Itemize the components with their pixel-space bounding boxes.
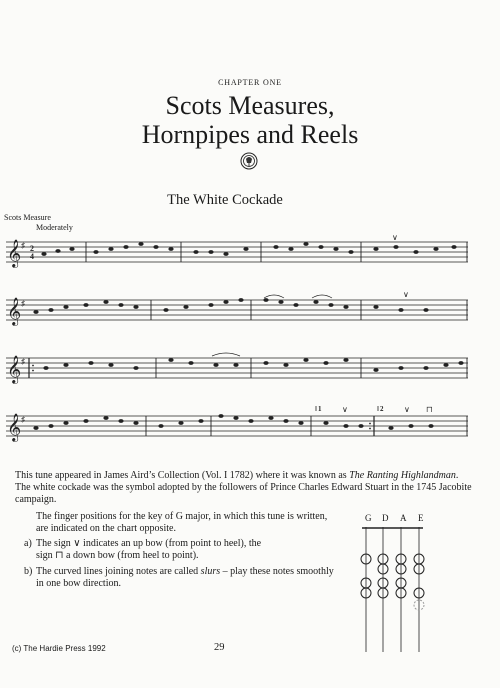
chapter-title-line-1: Scots Measures, — [165, 91, 335, 120]
chapter-title-line-2: Hornpipes and Reels — [141, 120, 359, 149]
ending-2-label: 2 — [380, 406, 384, 413]
svg-text:∨: ∨ — [392, 233, 398, 242]
tune-style: Scots Measure — [4, 213, 51, 222]
svg-text:∨: ∨ — [342, 406, 348, 414]
svg-text:2: 2 — [30, 244, 34, 253]
svg-text:∨: ∨ — [404, 406, 410, 414]
music-staff-system-3 — [6, 348, 468, 388]
ending-1-label: 1 — [318, 406, 322, 413]
music-staff-system-2 — [6, 290, 468, 330]
treble-clef-icon: 𝄞 — [7, 239, 22, 267]
svg-text:∨: ∨ — [403, 290, 409, 299]
copyright-notice: (c) The Hardie Press 1992 — [12, 644, 106, 653]
svg-text:♯: ♯ — [21, 415, 25, 424]
svg-text:♯: ♯ — [21, 299, 25, 308]
string-label-a: A — [400, 513, 407, 523]
tune-alias: The Ranting Highlandman — [349, 470, 456, 481]
svg-text:♯: ♯ — [21, 357, 25, 366]
page: CHAPTER ONE Scots Measures, Hornpipes and Reels The White Cockade Scots Measure Moderately 𝄞 ♯ 2 4 ∨ 𝄞 ♯ ∨ 𝄞 ♯ 𝄞 ♯ 1 2 ∨ ∨ ⊓ This tune appeared in James Aird’s Collection (Vol. I 1782) where it was known as The Ranting Highlandman. The white cockade was the symbol adopted by the followers of Prince Charles Edward Stuart in the 1745 Jacobite campaign. The finger positions for the key of G major, in which this tune is written, are indicated on the chart opposite. a) The sign ∨ indicates an up bow (from point to heel), the sign ⊓ a down bow (from heel to point). b) The curved lines joining notes are called slurs – play these notes smoothly in one bow direction. G D A E (c) The Hardie Press 1992 29 — [0, 0, 500, 688]
svg-text:♯: ♯ — [21, 241, 25, 250]
svg-text:𝄞: 𝄞 — [7, 355, 22, 383]
intro-paragraph: This tune appeared in James Aird’s Collection (Vol. I 1782) where it was known as The Ranting Highlandman. The white cockade was the symbol adopted by the followers of Prince Charles Edward Stuart in the 1745 Jacobite campaign. — [15, 470, 472, 505]
tempo-marking: Moderately — [36, 223, 73, 232]
svg-text:𝄞: 𝄞 — [7, 297, 22, 325]
svg-text:4: 4 — [30, 252, 34, 261]
chapter-label: CHAPTER ONE — [218, 78, 282, 87]
music-staff-system-1 — [6, 232, 468, 272]
svg-text:⊓: ⊓ — [426, 406, 433, 414]
page-number: 29 — [214, 642, 225, 653]
finger-position-chart — [360, 527, 440, 657]
thistle-emblem-icon — [240, 152, 258, 170]
string-label-g: G — [365, 513, 372, 523]
tune-title: The White Cockade — [167, 192, 283, 208]
music-staff-system-4 — [6, 406, 468, 446]
finger-positions-paragraph: The finger positions for the key of G major, in which this tune is written, are indicated on the chart opposite. — [36, 511, 328, 534]
svg-text:𝄞: 𝄞 — [7, 413, 22, 441]
string-label-e: E — [418, 513, 424, 523]
string-label-d: D — [382, 513, 389, 523]
